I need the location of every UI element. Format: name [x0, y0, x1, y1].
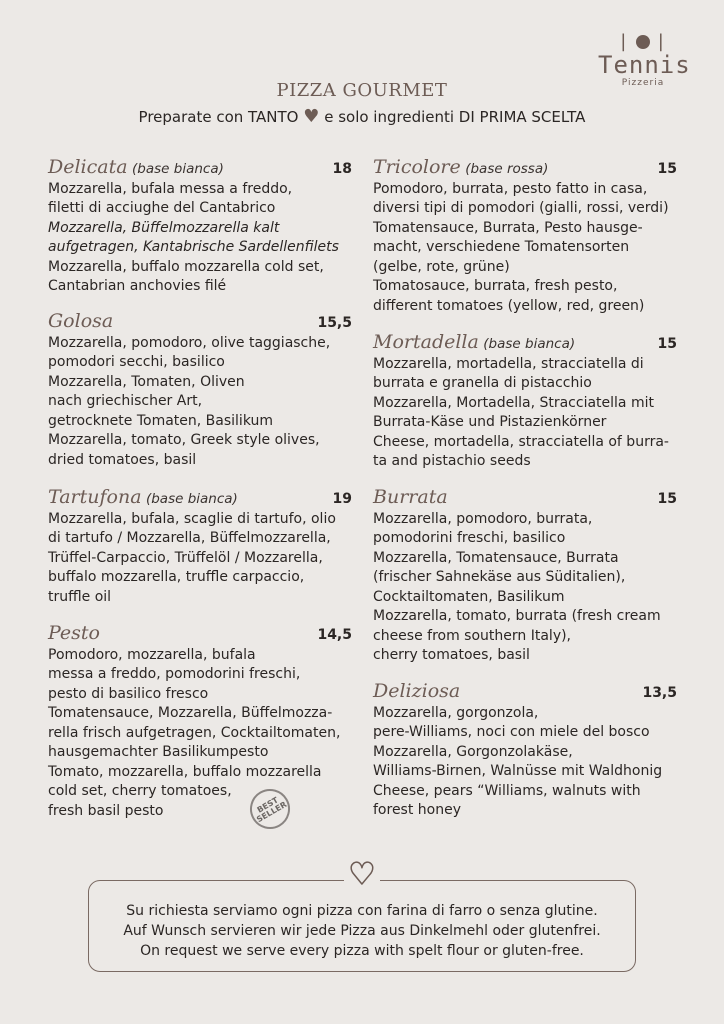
- ingredient-line: Mozzarella, Mortadella, Stracciatella mit: [373, 394, 654, 411]
- ingredient-line: Tomatensauce, Mozzarella, Büffelmozza-: [48, 705, 333, 721]
- ingredient-line: Cantabrian anchovies filé: [48, 278, 227, 294]
- pizza-name: Burrata: [373, 486, 448, 508]
- pizza-price: 15,5: [317, 315, 352, 331]
- ingredient-line: buffalo mozzarella, truffle carpaccio,: [48, 569, 305, 585]
- pizza-price: 13,5: [642, 685, 677, 701]
- pizza-item: [48, 312, 352, 470]
- ingredient-line: pomodorini freschi, basilico: [373, 530, 566, 546]
- ingredient-line: (frischer Sahnekäse aus Süditalien),: [373, 569, 626, 585]
- ingredient-line: Tomatensauce, Burrata, Pesto hausge-: [373, 219, 643, 236]
- ingredient-line: different tomatoes (yellow, red, green): [373, 297, 645, 314]
- ingredient-line: cold set, cherry tomatoes,: [48, 783, 232, 799]
- ingredient-line: pere-Williams, noci con miele del bosco: [373, 724, 650, 740]
- ingredient-line: Mozzarella, mortadella, stracciatella di: [373, 355, 644, 372]
- ingredient-line: dried tomatoes, basil: [48, 451, 197, 468]
- ingredient-line: Cheese, mortadella, stracciatella of burra-: [373, 433, 669, 450]
- pizza-item: [48, 488, 352, 607]
- ingredient-line: Mozzarella, tomato, burrata (fresh cream: [373, 608, 661, 624]
- ingredient-line: di tartufo / Mozzarella, Büffelmozzarella,: [48, 530, 331, 546]
- heart-outline-icon: ♥: [344, 857, 380, 893]
- ingredient-line: Mozzarella, pomodoro, burrata,: [373, 510, 593, 527]
- ingredient-line: Mozzarella, gorgonzola,: [373, 704, 539, 721]
- note-line: Su richiesta serviamo ogni pizza con farina di farro o senza glutine.: [126, 903, 598, 919]
- note-line: On request we serve every pizza with spelt flour or gluten-free.: [140, 943, 584, 959]
- pizza-name: Delicata: [48, 156, 128, 178]
- pizza-header: [373, 158, 677, 180]
- subtitle-after: e solo ingredienti DI PRIMA SCELTA: [324, 108, 586, 126]
- gluten-free-note: [88, 880, 636, 972]
- pizza-name: Deliziosa: [373, 680, 461, 702]
- pizza-item: [373, 682, 677, 821]
- ingredient-line: cherry tomatoes, basil: [373, 647, 530, 663]
- ingredient-line: filetti di acciughe del Cantabrico: [48, 200, 276, 216]
- pizza-price: 18: [332, 161, 352, 177]
- logo-sub: Pizzeria: [621, 78, 665, 88]
- pizza-header: [373, 488, 677, 510]
- pizza-item: [48, 624, 352, 821]
- ingredient-line: Mozzarella, buffalo mozzarella cold set,: [48, 258, 324, 275]
- ingredient-line: pomodori secchi, basilico: [48, 354, 225, 370]
- pizza-name: Tricolore: [373, 156, 461, 178]
- subtitle-before: Preparate con TANTO: [138, 108, 299, 126]
- pizza-name: Mortadella: [373, 331, 479, 353]
- note-line: Auf Wunsch servieren wir jede Pizza aus Dinkelmehl oder glutenfrei.: [123, 923, 601, 939]
- pizza-header: [373, 333, 677, 355]
- pizza-header: [373, 682, 677, 704]
- ingredient-line: Mozzarella, Büffelmozzarella kalt: [48, 219, 280, 236]
- page-title: PIZZA GOURMET: [276, 80, 448, 101]
- ingredient-line: Mozzarella, Tomatensauce, Burrata: [373, 549, 619, 566]
- ingredient-line: Mozzarella, Gorgonzolakäse,: [373, 743, 573, 760]
- ingredient-line: getrocknete Tomaten, Basilikum: [48, 412, 274, 429]
- subtitle: [0, 106, 724, 127]
- ingredient-line: Burrata-Käse und Pistazienkörner: [373, 414, 607, 430]
- pizza-header: [48, 624, 352, 646]
- ingredient-line: Mozzarella, tomato, Greek style olives,: [48, 432, 320, 448]
- pizza-name: Golosa: [48, 310, 114, 332]
- ingredient-line: Williams-Birnen, Walnüsse mit Waldhonig: [373, 763, 663, 779]
- ingredient-line: Tomatosauce, burrata, fresh pesto,: [373, 278, 618, 294]
- ingredient-line: truffle oil: [48, 588, 112, 605]
- ingredient-line: Mozzarella, bufala, scaglie di tartufo, olio: [48, 510, 336, 527]
- pizza-price: 15: [657, 336, 677, 352]
- ingredient-line: (gelbe, rote, grüne): [373, 258, 510, 275]
- ingredient-line: Trüffel-Carpaccio, Trüffelöl / Mozzarella,: [48, 549, 323, 566]
- pizza-item: [373, 333, 677, 472]
- ingredient-line: ta and pistachio seeds: [373, 453, 531, 469]
- pizza-price: 15: [657, 161, 677, 177]
- pizza-base: (base bianca): [145, 491, 238, 507]
- ingredient-line: cheese from southern Italy),: [373, 627, 572, 644]
- ingredient-line: Cocktailtomaten, Basilikum: [373, 588, 565, 605]
- pizza-base: (base bianca): [483, 336, 576, 352]
- ingredient-line: macht, verschiedene Tomatensorten: [373, 239, 630, 255]
- heart-icon: ♥: [303, 106, 320, 127]
- pizza-header: [48, 488, 352, 510]
- pizza-price: 14,5: [317, 627, 352, 643]
- pizza-price: 15: [657, 491, 677, 507]
- pizza-name: Pesto: [48, 622, 100, 644]
- fork-ball-knife-icon: | |: [620, 31, 666, 52]
- ingredient-line: hausgemachter Basilikumpesto: [48, 744, 269, 760]
- ingredient-line: Cheese, pears “Williams, walnuts with: [373, 782, 641, 799]
- best-seller-badge: BEST SELLER: [243, 782, 298, 837]
- ingredient-line: Mozzarella, pomodoro, olive taggiasche,: [48, 334, 331, 351]
- logo-name: Tennis: [598, 51, 691, 79]
- ingredient-line: Mozzarella, bufala messa a freddo,: [48, 180, 293, 197]
- pizza-item: [373, 158, 677, 316]
- ingredient-line: diversi tipi di pomodori (gialli, rossi, verdi): [373, 200, 669, 216]
- pizza-item: [48, 158, 352, 297]
- ingredient-line: aufgetragen, Kantabrische Sardellenfilets: [48, 239, 339, 255]
- pizza-name: Tartufona: [48, 486, 142, 508]
- ingredient-line: fresh basil pesto: [48, 802, 164, 819]
- ingredient-line: Pomodoro, mozzarella, bufala: [48, 646, 256, 663]
- ingredient-line: forest honey: [373, 802, 461, 818]
- ingredient-line: Pomodoro, burrata, pesto fatto in casa,: [373, 180, 648, 197]
- ingredient-line: Tomato, mozzarella, buffalo mozzarella: [48, 763, 322, 780]
- pizza-header: [48, 158, 352, 180]
- ingredient-line: pesto di basilico fresco: [48, 685, 209, 702]
- pizza-base: (base rossa): [465, 161, 549, 177]
- ingredient-line: messa a freddo, pomodorini freschi,: [48, 666, 301, 682]
- ingredient-line: Mozzarella, Tomaten, Oliven: [48, 373, 245, 390]
- pizza-item: [373, 488, 677, 666]
- ingredient-line: burrata e granella di pistacchio: [373, 375, 592, 391]
- ingredient-line: nach griechischer Art,: [48, 393, 203, 409]
- pizza-base: (base bianca): [132, 161, 224, 177]
- ingredient-line: rella frisch aufgetragen, Cocktailtomaten,: [48, 724, 341, 741]
- pizza-price: 19: [332, 491, 352, 507]
- pizza-header: [48, 312, 352, 334]
